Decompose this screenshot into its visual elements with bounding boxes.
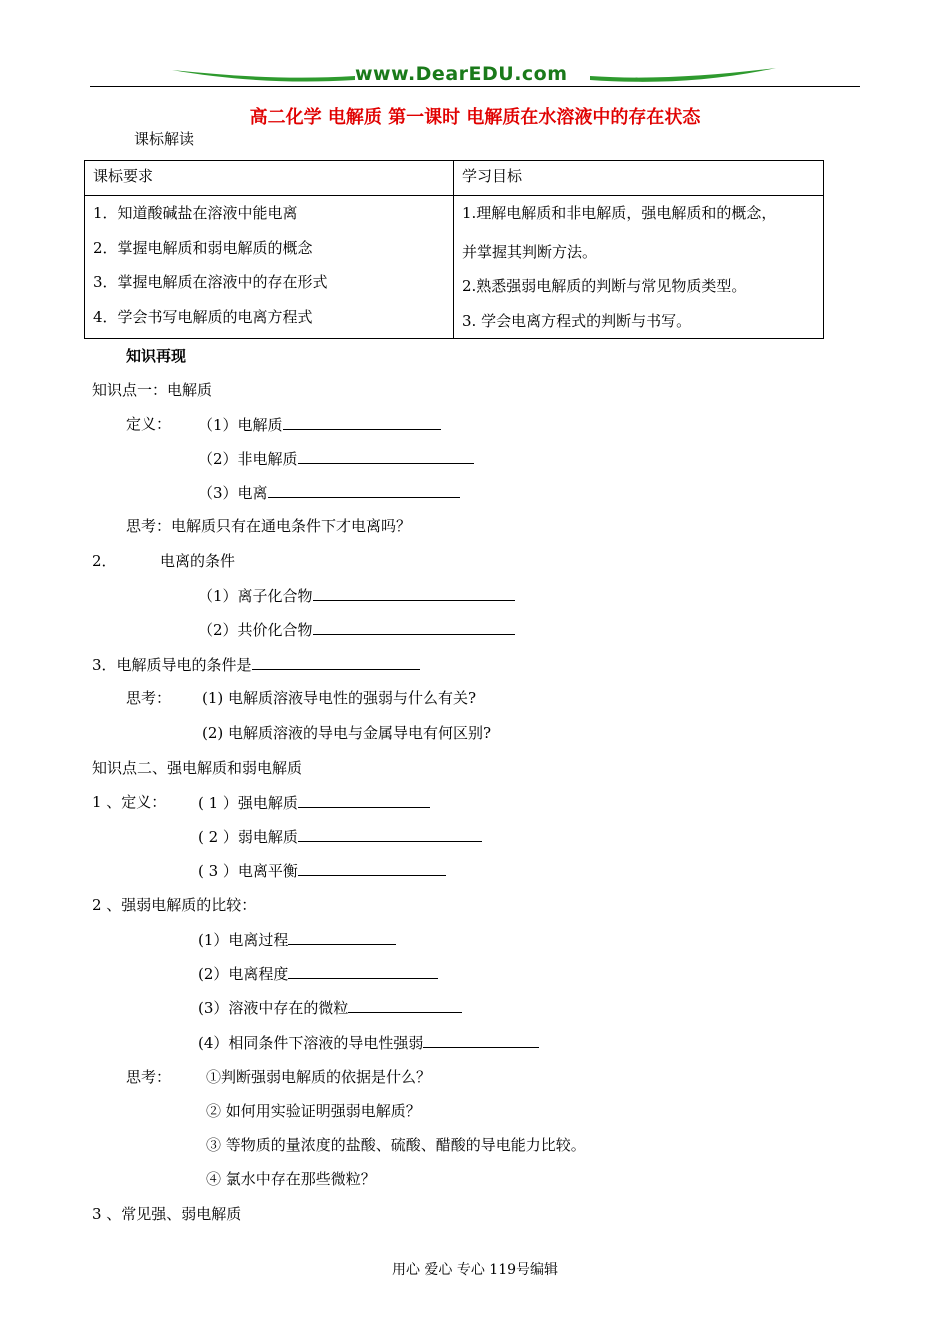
requirements-cell — [85, 196, 454, 339]
header-divider — [90, 86, 860, 87]
def-equilibrium-label: ( 3 ）电离平衡 — [198, 862, 298, 880]
logo-text: www.DearEDU.com — [355, 63, 568, 85]
think-question-1: 思考：电解质只有在通电条件下才电离吗？ — [126, 517, 412, 535]
cmp-process — [198, 930, 396, 949]
page-title: 高二化学 电解质 第一课时 电解质在水溶液中的存在状态 — [249, 107, 701, 128]
cmp-particles — [198, 998, 462, 1017]
think-label-2: 思考： — [126, 689, 172, 707]
answer-blank[interactable] — [298, 827, 482, 842]
think-question-2b: (2) 电解质溶液的导电与金属导电有何区别? — [202, 724, 492, 742]
answer-blank[interactable] — [298, 793, 430, 808]
definition-label: 定义： — [126, 415, 172, 433]
cmp-degree — [198, 964, 438, 983]
def-nonelectrolyte-label: （2）非电解质 — [198, 450, 298, 468]
answer-blank[interactable] — [313, 586, 515, 601]
list-item: 4．学会书写电解质的电离方程式 — [93, 307, 313, 326]
item-3 — [92, 655, 420, 674]
answer-blank[interactable] — [348, 998, 462, 1013]
cmp-conductivity-label: (4）相同条件下溶液的导电性强弱 — [198, 1034, 424, 1052]
list-item: 并掌握其判断方法。 — [462, 242, 598, 261]
list-item: 1．知道酸碱盐在溶液中能电离 — [93, 204, 298, 222]
table-header-objectives: 学习目标 — [454, 161, 824, 196]
think-label-3: 思考： — [126, 1068, 172, 1086]
cmp-conductivity — [198, 1033, 539, 1052]
answer-blank[interactable] — [288, 930, 396, 945]
comparison-heading: 2 、强弱电解质的比较： — [92, 896, 257, 914]
objectives-cell — [454, 196, 824, 339]
def-ionization — [198, 483, 460, 502]
think-question-3b: ② 如何用实验证明强弱电解质？ — [206, 1102, 421, 1120]
table-header-requirements: 课标要求 — [85, 161, 454, 196]
def-ionization-equilibrium — [198, 861, 446, 880]
common-electrolytes-heading: 3 、常见强、弱电解质 — [92, 1205, 242, 1223]
answer-blank[interactable] — [268, 483, 460, 498]
think-question-3d: ④ 氯水中存在那些微粒？ — [206, 1170, 376, 1188]
list-item: 2.熟悉强弱电解质的判断与常见物质类型。 — [462, 277, 747, 295]
def-strong-label: ( 1 ）强电解质 — [198, 794, 298, 812]
kp2-definition-label: 1 、定义： — [92, 793, 167, 811]
answer-blank[interactable] — [313, 620, 515, 635]
think-question-2a: (1) 电解质溶液导电性的强弱与什么有关? — [202, 689, 477, 707]
kp1-heading: 知识点一：电解质 — [92, 381, 213, 399]
item-2-text: 电离的条件 — [160, 552, 236, 570]
answer-blank[interactable] — [298, 449, 474, 464]
def-weak-electrolyte — [198, 827, 482, 846]
item-3-label: 3．电解质导电的条件是 — [92, 656, 252, 674]
cond-ionic — [198, 586, 515, 605]
def-nonelectrolyte — [198, 449, 474, 468]
def-weak-label: ( 2 ）弱电解质 — [198, 828, 298, 846]
item-2-number: 2． — [92, 552, 117, 570]
answer-blank[interactable] — [252, 655, 420, 670]
cond-covalent-label: （2）共价化合物 — [198, 621, 313, 639]
section-label: 课标解读 — [134, 130, 195, 148]
cond-ionic-label: （1）离子化合物 — [198, 587, 313, 605]
answer-blank[interactable] — [298, 861, 446, 876]
answer-blank[interactable] — [283, 415, 441, 430]
def-electrolyte-label: （1）电解质 — [198, 416, 283, 434]
answer-blank[interactable] — [288, 964, 438, 979]
page-footer: 用心 爱心 专心 119号编辑 — [391, 1262, 559, 1278]
def-strong-electrolyte — [198, 793, 430, 812]
list-item: 1.理解电解质和非电解质，强电解质和的概念， — [462, 204, 777, 222]
cmp-particles-label: (3）溶液中存在的微粒 — [198, 999, 349, 1017]
think-question-3c: ③ 等物质的量浓度的盐酸、硫酸、醋酸的导电能力比较。 — [206, 1136, 586, 1154]
think-question-3a: ①判断强弱电解质的依据是什么？ — [206, 1068, 432, 1086]
cmp-process-label: (1）电离过程 — [198, 931, 289, 949]
standards-table — [84, 160, 824, 339]
answer-blank[interactable] — [423, 1033, 539, 1048]
list-item: 3. 学会电离方程式的判断与书写。 — [462, 311, 692, 330]
cmp-degree-label: (2）电离程度 — [198, 965, 289, 983]
knowledge-heading: 知识再现 — [126, 347, 187, 365]
list-item: 2．掌握电解质和弱电解质的概念 — [93, 238, 313, 257]
cond-covalent — [198, 620, 515, 639]
def-ionization-label: （3）电离 — [198, 484, 268, 502]
kp2-heading: 知识点二、强电解质和弱电解质 — [92, 759, 303, 777]
def-electrolyte — [198, 415, 441, 434]
list-item: 3．掌握电解质在溶液中的存在形式 — [93, 273, 328, 291]
